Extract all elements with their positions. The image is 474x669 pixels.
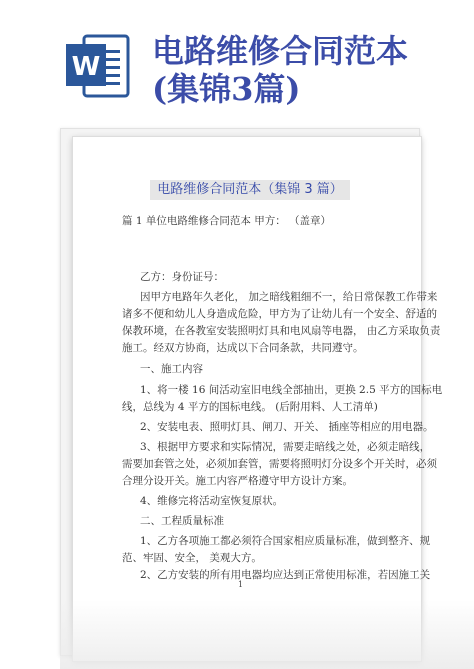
bottom-fade: [60, 600, 474, 669]
doc-line: 施工。经双方协商，达成以下合同条款，共同遵守。: [122, 342, 364, 354]
doc-line: 2、乙方安装的所有用电器均应达到正常使用标准，若因施工关: [140, 569, 431, 581]
doc-line: 4、维修完将活动室恢复原状。: [140, 495, 284, 507]
svg-text:W: W: [71, 52, 101, 82]
doc-line: 一、施工内容: [140, 363, 203, 375]
doc-line: 1、将一楼 16 间活动室旧电线全部抽出，更换 2.5 平方的国标电: [140, 384, 443, 396]
doc-line: 篇 1 单位电路维修合同范本 甲方： （盖章）: [122, 215, 332, 227]
doc-line: 1、乙方各项施工都必须符合国家相应质量标准，做到整齐、规: [140, 535, 431, 547]
page-number: 1: [238, 580, 244, 589]
doc-line: 乙方：身份证号：: [140, 271, 224, 283]
doc-line: 二、工程质量标准: [140, 515, 224, 527]
doc-line: 3、根据甲方要求和实际情况，需要走暗线之处，必须走暗线，: [140, 441, 431, 453]
doc-line: 因甲方电路年久老化， 加之暗线粗细不一，给日常保教工作带来: [140, 291, 438, 303]
page-title: [152, 32, 462, 108]
word-document-icon: [62, 30, 134, 102]
doc-line: 需要加套管之处，必须加套管，需要将照明灯分设多个开关时，必须: [122, 458, 437, 470]
document-title: 电路维修合同范本（集锦 3 篇）: [150, 180, 350, 200]
doc-line: 范、牢固、安全， 美观大方。: [122, 552, 262, 564]
title-line-1: 电路维修合同范本: [152, 32, 409, 70]
doc-line: 线，总线为 4 平方的国标电线。 (后附用料、人工清单): [122, 401, 378, 413]
doc-line: 2、安装电表、照明灯具、闸刀、开关、 插座等相应的用电器。: [140, 421, 434, 433]
title-line-2: (集锦3篇): [152, 70, 301, 108]
doc-line: 合理分设开关。施工内容严格遵守甲方设计方案。: [122, 475, 353, 487]
doc-line: 诸多不便和幼儿人身造成危险，甲方为了让幼儿有一个安全、舒适的: [122, 308, 437, 320]
header: [0, 0, 474, 120]
doc-line: 保教环境，在各教室安装照明灯具和电风扇等电器， 由乙方采取负责: [122, 325, 441, 337]
